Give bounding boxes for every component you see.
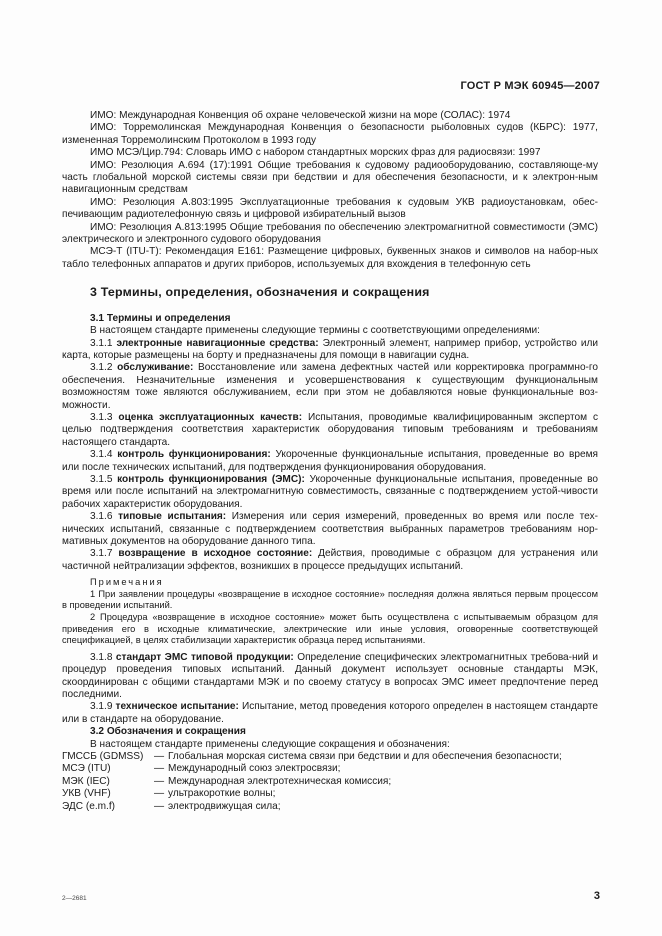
abbreviation-dash: — <box>154 775 165 787</box>
abbreviation-meaning: Глобальная морская система связи при бедствии и для обеспечения безопасности; <box>168 751 562 763</box>
term-item <box>62 474 598 511</box>
reference-item: ИМО МСЭ/Цир.794: Словарь ИМО с набором стандартных морских фраз для радиосвязи: 1997 <box>90 147 541 159</box>
term-item <box>62 412 598 449</box>
subsection-intro-2: В настоящем стандарте применены следующие сокращения и обозначения: <box>90 738 450 750</box>
term-item <box>62 362 598 412</box>
term-name: контроль функционирования (ЭМС): <box>117 473 305 485</box>
reference-item: ИМО: Торремолинская Международная Конвенция о безопасности рыболовных судов (КБРС): 1977, измененная Торремолинским Протоколом в 1993 году <box>62 122 598 146</box>
term-name: типовые испытания: <box>118 511 227 523</box>
term-definition: Восстановление или замена дефектных частей или корректировка программно-го обеспечения. Незначительные изменения и усовершенствования к существующим функциональным возможностям тоже являются обслуживанием, если при этом не добавляются новые функциональные воз-можности. <box>62 362 598 411</box>
term-definition: Действия, проводимые с образцом для устранения или частичной нейтрализации эффектов, возникших в процессе предыдущих испытаний. <box>62 548 598 572</box>
abbreviation: МЭК (IEC) <box>62 775 110 787</box>
term-number: 3.1.4 <box>90 449 118 461</box>
term-item <box>62 652 598 702</box>
abbreviation-dash: — <box>154 751 165 763</box>
term-number: 3.1.9 <box>90 701 116 713</box>
footer-code: 2—2681 <box>62 895 87 902</box>
term-name: контроль функционирования: <box>117 449 271 461</box>
subsection-title-2: 3.2 Обозначения и сокращения <box>90 726 246 738</box>
terms-list-2 <box>62 652 598 726</box>
page-number: 3 <box>593 890 600 902</box>
subsection-title: 3.1 Термины и определения <box>90 312 231 324</box>
terms-list <box>62 338 598 574</box>
term-definition: Электронный элемент, например прибор, устройство или карта, которые размещены на борту и предназначены для помощи в навигации судна. <box>62 337 598 361</box>
term-item <box>62 511 598 548</box>
term-name: обслуживание: <box>117 362 194 374</box>
abbreviation-dash: — <box>154 800 165 812</box>
subsection-intro: В настоящем стандарте применены следующие термины с соответствующими определениями: <box>90 325 540 337</box>
term-number: 3.1.1 <box>90 337 117 349</box>
abbreviations-list <box>62 751 598 813</box>
abbreviation-meaning: ультракороткие волны; <box>168 788 276 800</box>
term-number: 3.1.5 <box>90 473 118 485</box>
term-number: 3.1.2 <box>90 362 118 374</box>
note-item: 2 Процедура «возвращение в исходное состояние» может быть осуществлена с испытываемым образцом для приведения его в исходные климатические, электрические или иные условия, оговоренные соответствующей спецификацией, в целях стабилизации характеристик образца перед испытаниями. <box>62 612 598 646</box>
abbreviation-meaning: Международная электротехническая комиссия; <box>168 775 392 787</box>
term-item <box>62 338 598 363</box>
abbreviation-row <box>62 801 598 813</box>
term-name: техническое испытание: <box>115 701 239 713</box>
term-definition: Испытания, проводимые квалифицированным экспертом с целью подтверждения соответствия характеристик оборудования типовым требованиям и требованиям настоящего стандарта. <box>62 411 598 448</box>
abbreviation-row <box>62 751 598 763</box>
term-name: возвращение в исходное состояние: <box>118 548 313 560</box>
term-item <box>62 548 598 573</box>
notes-heading: Примечания <box>90 577 164 588</box>
note-item: 1 При заявлении процедуры «возвращение в исходное состояние» последняя должна являться первым процессом в проведении испытаний. <box>62 588 598 611</box>
abbreviation: МСЭ (ITU) <box>62 763 111 775</box>
reference-item: ИМО: Международная Конвенция об охране человеческой жизни на море (СОЛАС): 1974 <box>90 110 511 121</box>
term-item <box>62 701 598 726</box>
term-name: электронные навигационные средства: <box>116 337 319 349</box>
term-definition: Измерения или серия измерений, проведенных во время или после тех-нических испытаний, связанные с подтверждением соответствия выбранных параметров требованиям нор-мативных документов на оборудование данного типа. <box>62 511 598 547</box>
reference-item: ИМО: Резолюция А.803:1995 Эксплуатационные требования к судовым УКВ радиоустановкам, обес-печивающим радиотелефонную связь и цифровой избирательный вызов <box>62 196 598 221</box>
references-list <box>62 110 598 271</box>
abbreviation-dash: — <box>154 788 165 800</box>
reference-item: ИМО: Резолюция А.813:1995 Общие требования по обеспечению электромагнитной совместимости (ЭМС) электрического и электронного судового оборудования <box>62 221 598 246</box>
reference-item: ИМО: Резолюция А.694 (17):1991 Общие требования к судовому радиооборудованию, составляюще-му часть глобальной морской системы связи при бедствии и для обеспечения безопасности, и к электрон-ным навигационным средствам <box>62 159 598 196</box>
abbreviation: ГМССБ (GDMSS) <box>62 751 144 763</box>
abbreviation-meaning: Международный союз электросвязи; <box>168 763 341 775</box>
abbreviation-row <box>62 776 598 788</box>
reference-item: МСЭ-Т (ITU-T): Рекомендация Е161: Размещение цифровых, буквенных знаков и символов на набор-ных табло телефонных аппаратов и других приборов, используемых для вхождения в телефонную сеть <box>62 246 598 270</box>
term-definition: Испытание, метод проведения которого определен в настоящем стандарте или в стандарте на оборудование. <box>62 701 598 725</box>
term-item <box>62 449 598 474</box>
abbreviation-meaning: электродвижущая сила; <box>168 800 281 812</box>
term-name: оценка эксплуатационных качеств: <box>118 411 303 423</box>
abbreviation-dash: — <box>154 763 165 775</box>
term-definition: Определение специфических электромагнитных требова-ний и процедур проведения типовых испытаний. Данный документ использует основные стандарты МЭК, скоординирован с общими стандартами МЭК и по своему статусу в вопросах ЭМС имеет предпочтение перед последними. <box>62 651 598 700</box>
section-title: 3 Термины, определения, обозначения и сокращения <box>90 285 430 300</box>
term-number: 3.1.7 <box>90 548 119 560</box>
term-name: стандарт ЭМС типовой продукции: <box>115 651 294 663</box>
standard-header: ГОСТ Р МЭК 60945—2007 <box>460 80 600 92</box>
abbreviation-row <box>62 788 598 800</box>
term-definition: Укороченные функциональные испытания, проведенные во время или после испытаний на электромагнитную совместимость, связанные с подтверждением устой-чивости рабочих характеристик оборудования. <box>62 473 598 510</box>
term-number: 3.1.3 <box>90 411 119 423</box>
term-definition: Укороченные функциональные испытания, проведенные во время или после технических испытаний, для подтверждения функционирования оборудования. <box>62 449 598 473</box>
abbreviation: ЭДС (e.m.f) <box>62 800 116 812</box>
document-body <box>62 110 598 813</box>
notes-list <box>62 589 598 652</box>
abbreviation: УКВ (VHF) <box>62 788 111 800</box>
term-number: 3.1.8 <box>90 651 116 663</box>
term-number: 3.1.6 <box>90 511 119 523</box>
abbreviation-row <box>62 763 598 775</box>
